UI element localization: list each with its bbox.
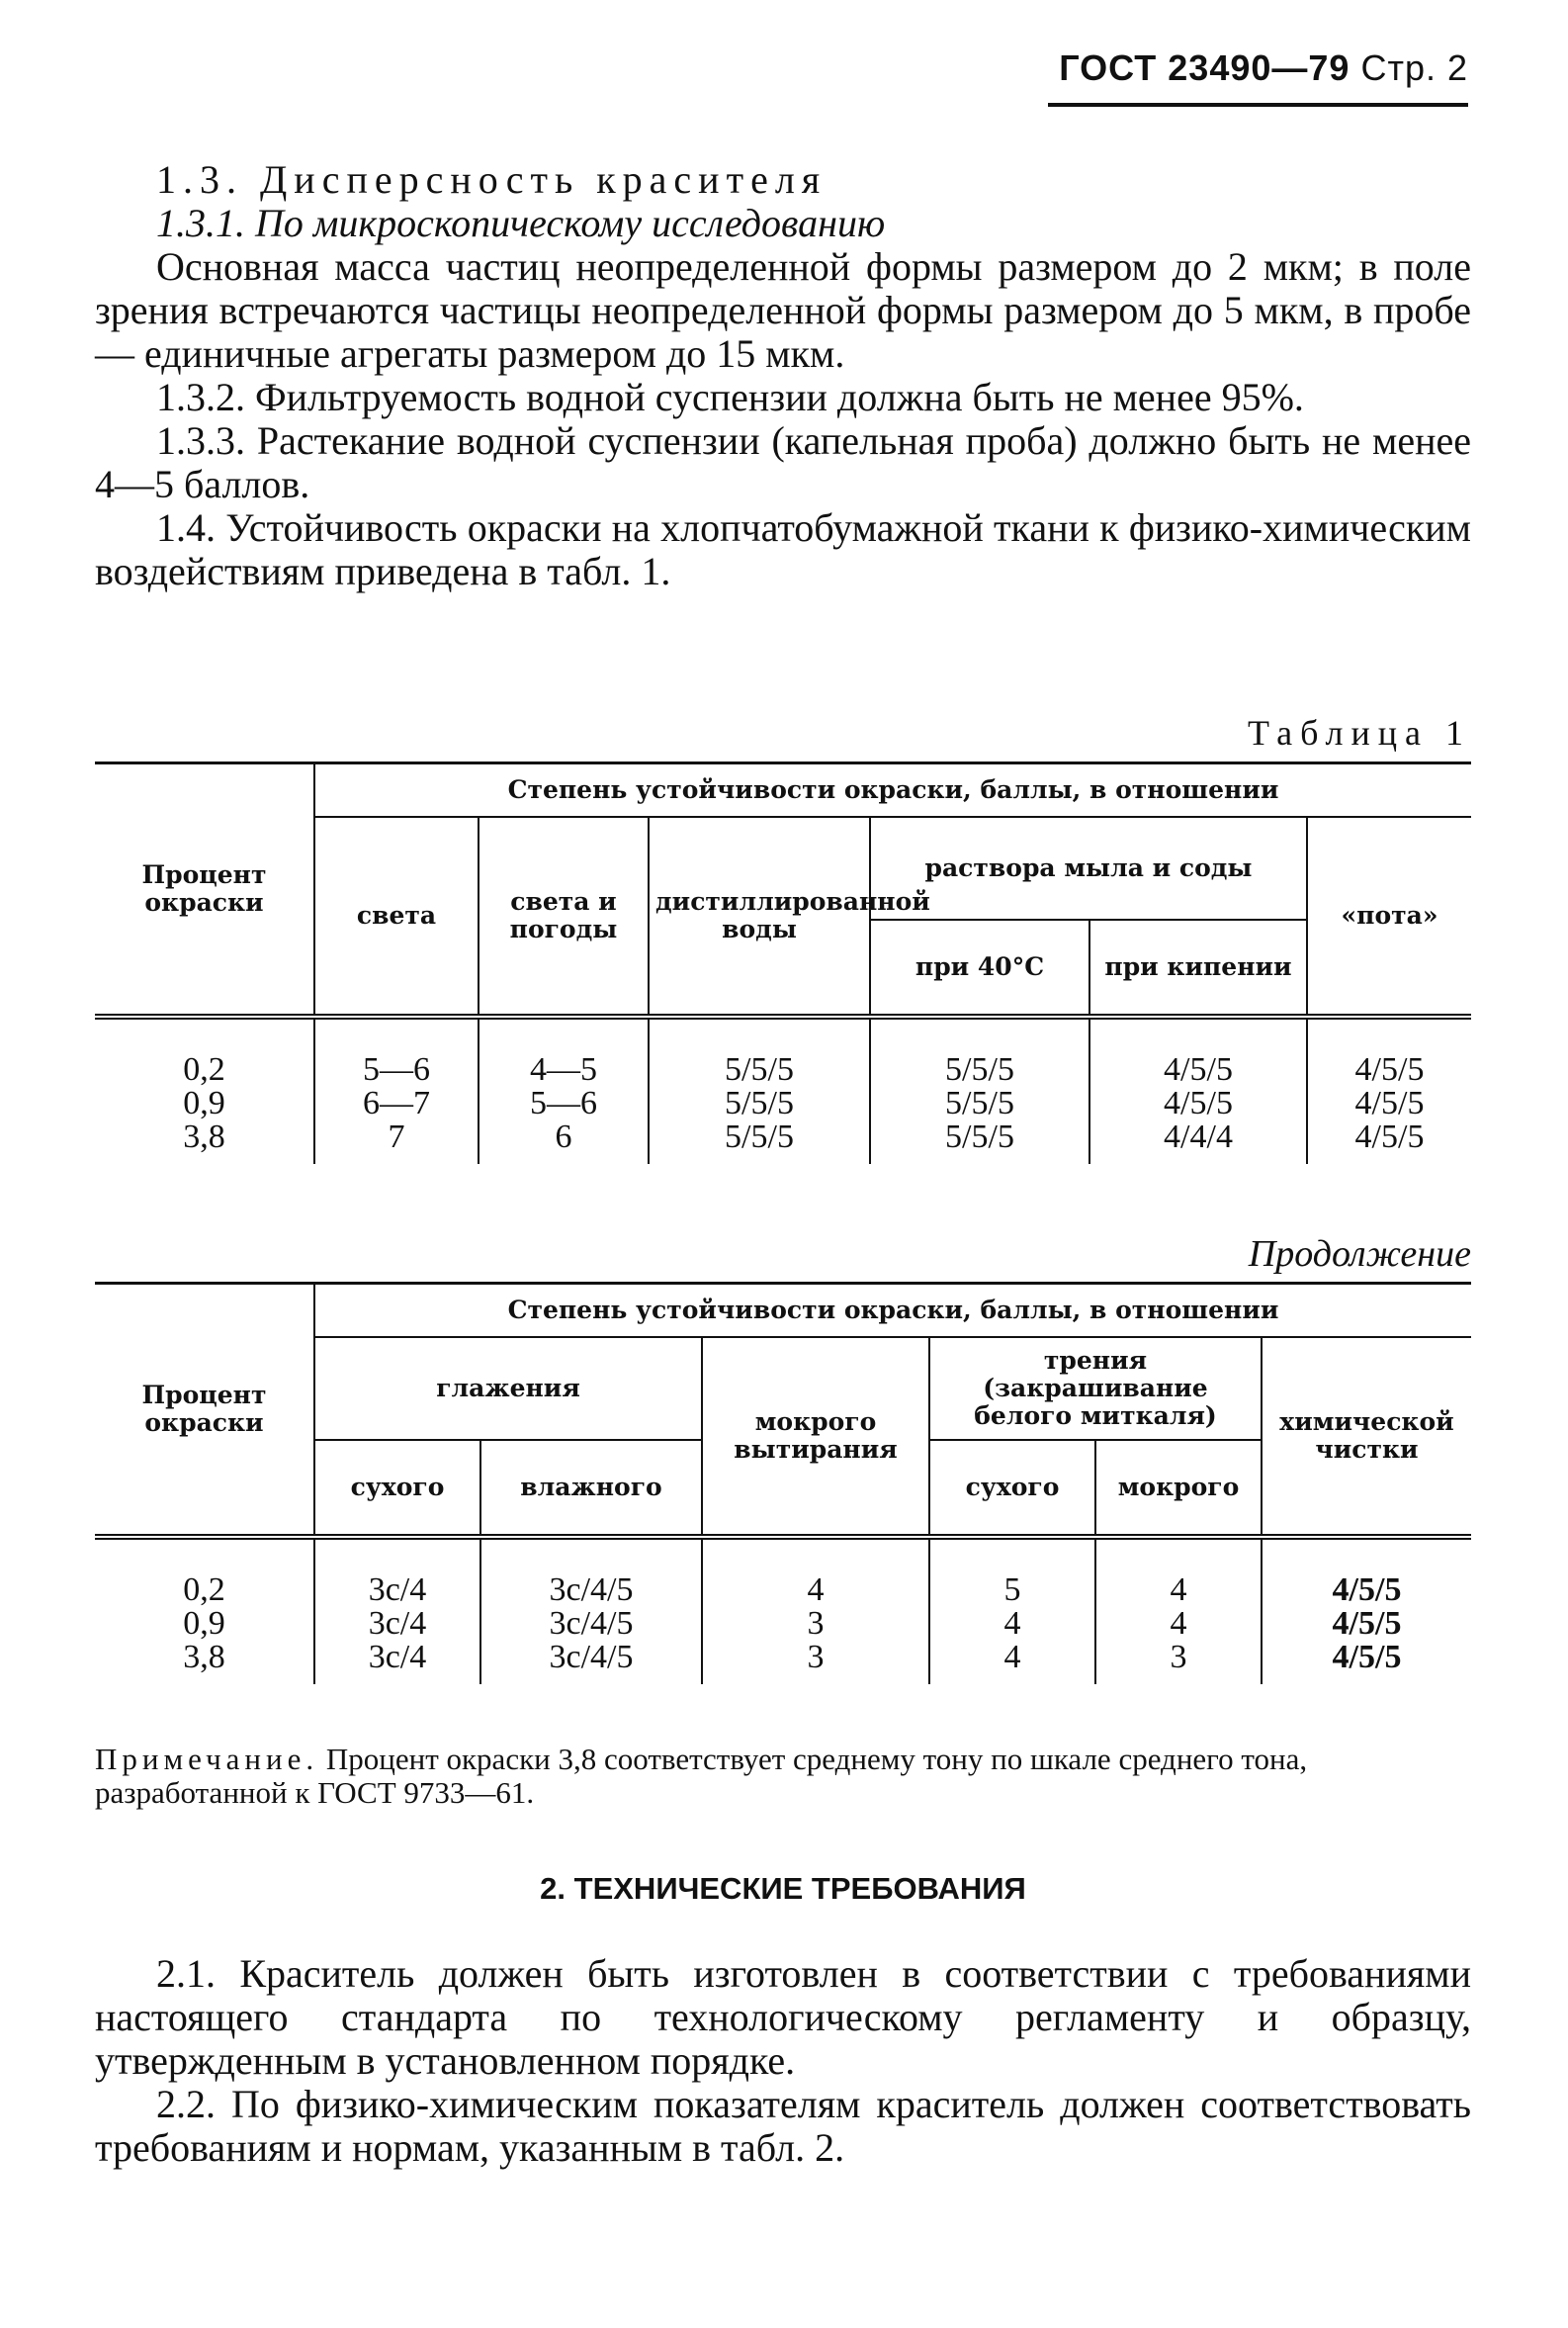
- table-1-col-sweat: «пота»: [1307, 817, 1471, 1017]
- section-1-3-1-text: Основная масса частиц неопределенной формы размером до 2 мкм; в поле зрения встречаются частицы неопределенной формы размером до 5 мкм, в пробе — единичные агрегаты размером до 15 мкм.: [95, 244, 1471, 376]
- table-row: [95, 1537, 1471, 1607]
- cell: 7: [314, 1120, 479, 1164]
- cell: 3,8: [95, 1120, 314, 1164]
- table-1-continuation: [95, 1282, 1471, 1684]
- table-1c-col-ironing-dry: сухого: [314, 1440, 480, 1537]
- table-1-group-header: Степень устойчивости окраски, баллы, в отношении: [314, 763, 1471, 818]
- paragraph-1-3-2: 1.3.2. Фильтруемость водной суспензии должна быть не менее 95%.: [156, 375, 1304, 419]
- cell: 5/5/5: [649, 1017, 870, 1087]
- table-row: [95, 1017, 1471, 1087]
- cell: 3с/4: [314, 1607, 480, 1641]
- paragraph-2-1: 2.1. Краситель должен быть изготовлен в соответствии с требованиями настоящего стандарта по технологическому регламенту и образцу, утвержденным в установленном порядке.: [95, 1951, 1471, 2083]
- cell: 5/5/5: [870, 1087, 1089, 1120]
- cell: 0,9: [95, 1607, 314, 1641]
- standard-code: ГОСТ 23490—79: [1059, 47, 1350, 88]
- section-2: [95, 1952, 1471, 2170]
- section-1-3-1-title: 1.3.1. По микроскопическому исследованию: [156, 201, 886, 245]
- table-1-continuation-caption: Продолжение: [1248, 1233, 1471, 1275]
- table-row: [95, 1607, 1471, 1641]
- cell: 4/5/5: [1262, 1641, 1471, 1684]
- section-2-title: 2. ТЕХНИЧЕСКИЕ ТРЕБОВАНИЯ: [540, 1871, 1026, 1906]
- table-1-col-soap-40: при 40°C: [870, 920, 1089, 1017]
- paragraph-1-4: 1.4. Устойчивость окраски на хлопчатобумажной ткани к физико-химическим воздействиям приведена в табл. 1.: [95, 505, 1471, 593]
- cell: 5/5/5: [870, 1120, 1089, 1164]
- cell: 0,2: [95, 1017, 314, 1087]
- cell: 3с/4: [314, 1641, 480, 1684]
- cell: 5—6: [479, 1087, 649, 1120]
- table-1-col-light: света: [314, 817, 479, 1017]
- cell: 3: [1095, 1641, 1262, 1684]
- cell: 5/5/5: [649, 1087, 870, 1120]
- paragraph-2-2: 2.2. По физико-химическим показателям краситель должен соответствовать требованиям и нормам, указанным в табл. 2.: [95, 2082, 1471, 2170]
- table-1c-col-friction-wet: мокрого: [1095, 1440, 1262, 1537]
- cell: 3с/4/5: [480, 1641, 702, 1684]
- table-1-col-soap-boil: при кипении: [1089, 920, 1307, 1017]
- cell: 4/5/5: [1089, 1017, 1307, 1087]
- page-number: Стр. 2: [1360, 47, 1468, 88]
- paragraph-1-3-3: 1.3.3. Растекание водной суспензии (капельная проба) должно быть не менее 4—5 баллов.: [95, 418, 1471, 506]
- cell: 3,8: [95, 1641, 314, 1684]
- table-1-caption: Таблица 1: [1248, 713, 1471, 753]
- cell: 4/5/5: [1262, 1607, 1471, 1641]
- cell: 0,2: [95, 1537, 314, 1607]
- table-1-col-light-weather: света и погоды: [479, 817, 649, 1017]
- table-1c-col-percent: Процент окраски: [95, 1284, 314, 1538]
- cell: 4/5/5: [1307, 1017, 1471, 1087]
- cell: 4/5/5: [1089, 1087, 1307, 1120]
- header-rule: [1048, 103, 1468, 107]
- note-text: Процент окраски 3,8 соответствует среднему тону по шкале среднего тона, разработанной к ГОСТ 9733—61.: [95, 1742, 1308, 1810]
- note-label: Примечание.: [95, 1742, 319, 1776]
- table-1c-col-dry-cleaning: химической чистки: [1262, 1337, 1471, 1537]
- cell: 3с/4/5: [480, 1537, 702, 1607]
- cell: 4/5/5: [1262, 1537, 1471, 1607]
- cell: 0,9: [95, 1087, 314, 1120]
- page-header: [1048, 47, 1468, 89]
- cell: 4/5/5: [1307, 1087, 1471, 1120]
- table-note: [95, 1743, 1471, 1810]
- table-1c-col-ironing: глажения: [314, 1337, 702, 1440]
- cell: 4—5: [479, 1017, 649, 1087]
- table-1c-col-friction-dry: сухого: [929, 1440, 1095, 1537]
- cell: 4/4/4: [1089, 1120, 1307, 1164]
- cell: 5/5/5: [870, 1017, 1089, 1087]
- cell: 4: [929, 1607, 1095, 1641]
- cell: 3с/4: [314, 1537, 480, 1607]
- table-row: [95, 1120, 1471, 1164]
- table-1c-group-header: Степень устойчивости окраски, баллы, в отношении: [314, 1284, 1471, 1338]
- cell: 6: [479, 1120, 649, 1164]
- table-1: [95, 761, 1471, 1164]
- cell: 4: [1095, 1537, 1262, 1607]
- table-1c-col-friction: трения (закрашивание белого миткаля): [929, 1337, 1262, 1440]
- section-1-3: [95, 158, 1471, 593]
- cell: 4: [929, 1641, 1095, 1684]
- section-1-3-title: 1.3. Дисперсность красителя: [156, 157, 828, 202]
- cell: 4: [1095, 1607, 1262, 1641]
- table-1c-col-ironing-wet: влажного: [480, 1440, 702, 1537]
- cell: 5: [929, 1537, 1095, 1607]
- cell: 4: [702, 1537, 929, 1607]
- table-row: [95, 1641, 1471, 1684]
- cell: 6—7: [314, 1087, 479, 1120]
- cell: 3: [702, 1641, 929, 1684]
- table-1-col-percent: Процент окраски: [95, 763, 314, 1018]
- cell: 3: [702, 1607, 929, 1641]
- table-1-col-soap: раствора мыла и соды: [870, 817, 1307, 920]
- cell: 4/5/5: [1307, 1120, 1471, 1164]
- cell: 3с/4/5: [480, 1607, 702, 1641]
- cell: 5/5/5: [649, 1120, 870, 1164]
- cell: 5—6: [314, 1017, 479, 1087]
- table-1c-col-wet-rubbing: мокрого вытирания: [702, 1337, 929, 1537]
- table-1-col-distilled-water: дистиллированной воды: [649, 817, 870, 1017]
- table-row: [95, 1087, 1471, 1120]
